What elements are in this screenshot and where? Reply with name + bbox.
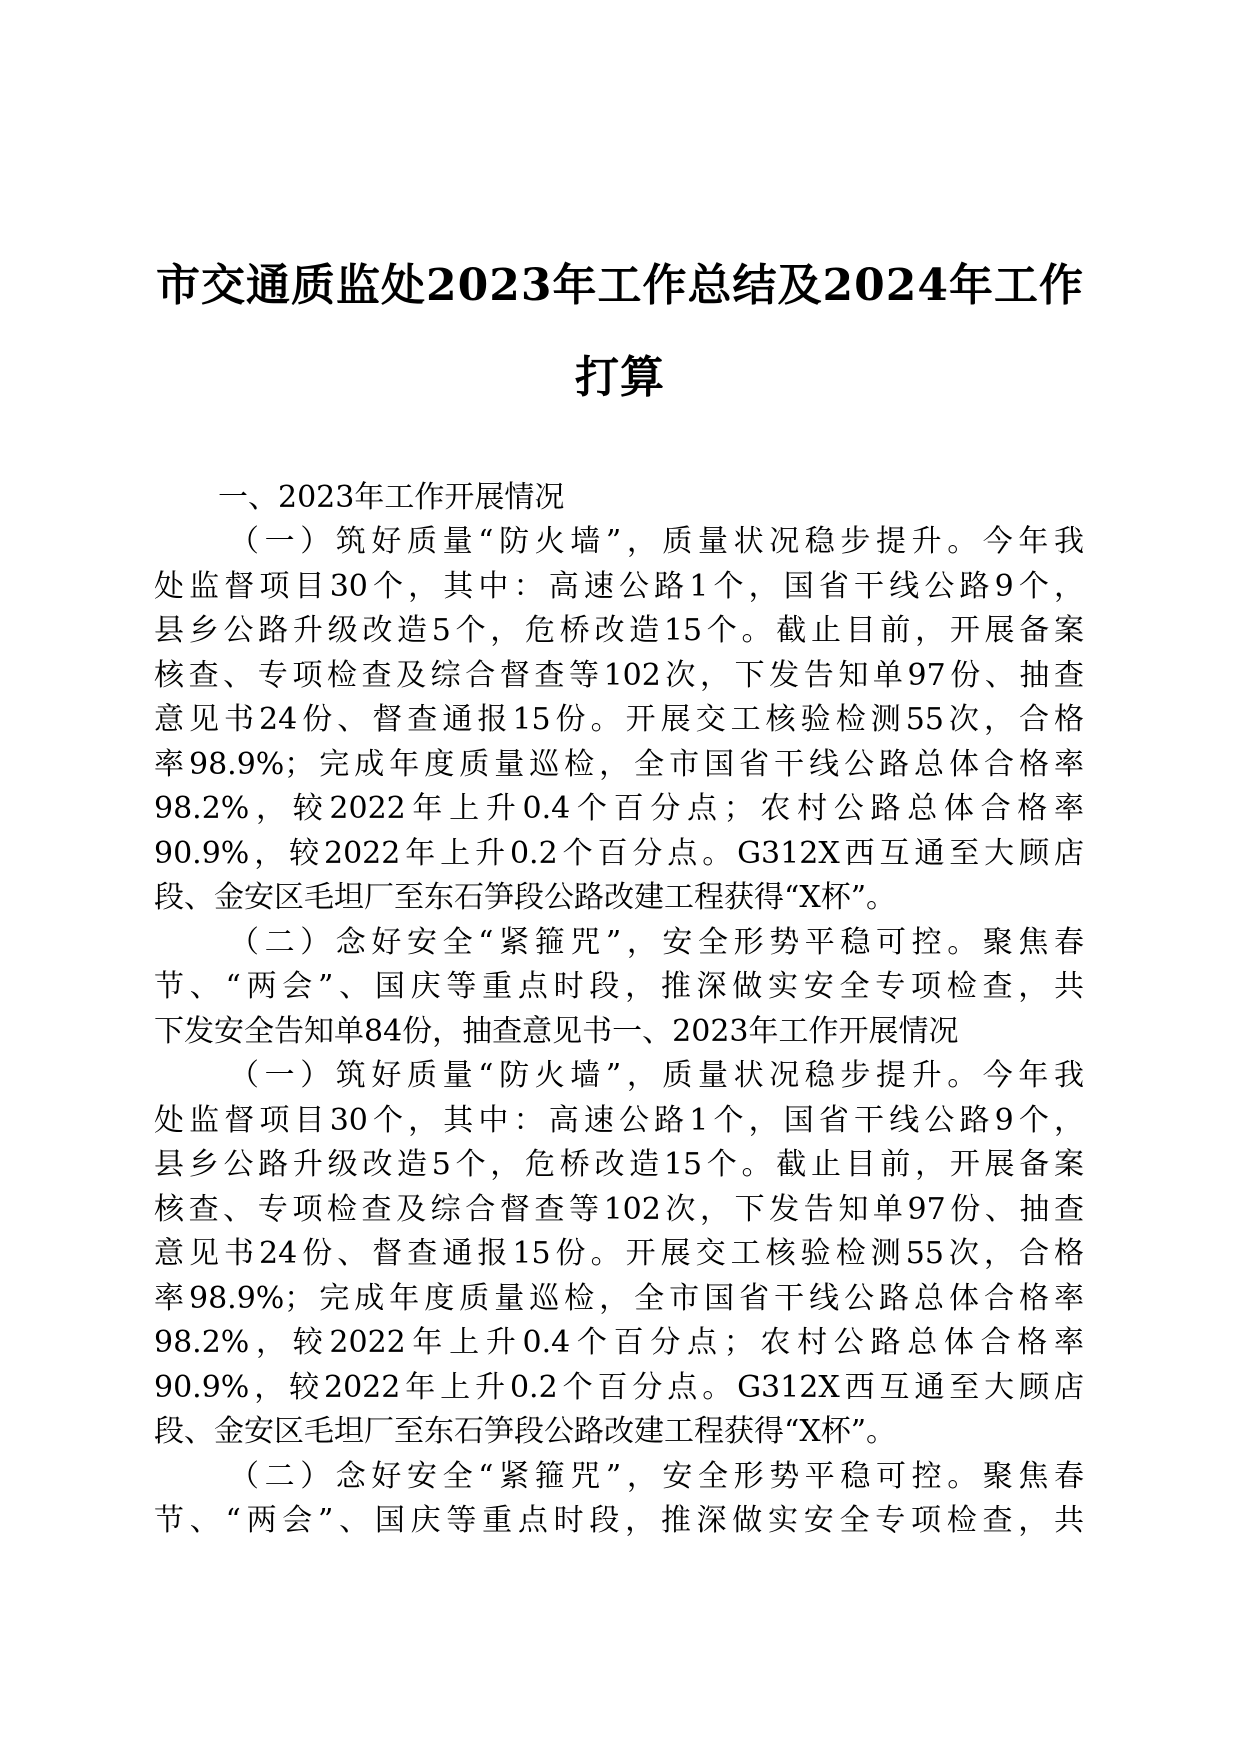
- section-heading: 一、2023年工作开展情况: [218, 480, 565, 515]
- document-body: [154, 476, 1084, 1544]
- paragraph-line: （二）念好安全“紧箍咒”，安全形势平稳可控。聚焦春: [229, 1458, 1084, 1494]
- paragraph-line: 98.2%，较2022年上升0.4个百分点；农村公路总体合格率: [154, 791, 1084, 826]
- paragraph-line: 率98.9%；完成年度质量巡检，全市国省干线公路总体合格率: [154, 746, 1084, 782]
- paragraph-line: 核查、专项检查及综合督查等102次，下发告知单97份、抽查: [154, 657, 1084, 693]
- paragraph-line: 节、“两会”、国庆等重点时段，推深做实安全专项检查，共: [154, 1503, 1084, 1538]
- document-title: [150, 240, 1090, 424]
- paragraph-line: （一）筑好质量“防火墙”，质量状况稳步提升。今年我: [229, 1058, 1084, 1093]
- paragraph-line: 县乡公路升级改造5个，危桥改造15个。截止目前，开展备案: [154, 613, 1084, 648]
- paragraph-line: 下发安全告知单84份，抽查意见书一、2023年工作开展情况: [154, 1013, 959, 1049]
- paragraph-line: 意见书24份、督查通报15份。开展交工核验检测55次，合格: [154, 1236, 1084, 1271]
- title-line-1: 市交通质监处2023年工作总结及2024年工作: [156, 260, 1084, 311]
- paragraph-line: 段、金安区毛坦厂至东石笋段公路改建工程获得“X杯”。: [154, 880, 897, 915]
- paragraph-line: 意见书24份、督查通报15份。开展交工核验检测55次，合格: [154, 702, 1084, 737]
- paragraph-line: 90.9%，较2022年上升0.2个百分点。G312X西互通至大顾店: [154, 835, 1084, 871]
- paragraph-line: 段、金安区毛坦厂至东石笋段公路改建工程获得“X杯”。: [154, 1414, 897, 1449]
- paragraph-line: 98.2%，较2022年上升0.4个百分点；农村公路总体合格率: [154, 1325, 1084, 1360]
- paragraph-line: 县乡公路升级改造5个，危桥改造15个。截止目前，开展备案: [154, 1147, 1084, 1182]
- paragraph-line: 处监督项目30个，其中：高速公路1个，国省干线公路9个，: [154, 1102, 1084, 1138]
- paragraph-line: （一）筑好质量“防火墙”，质量状况稳步提升。今年我: [229, 524, 1084, 559]
- title-line-2: 打算: [575, 352, 665, 403]
- paragraph-line: 核查、专项检查及综合督查等102次，下发告知单97份、抽查: [154, 1191, 1084, 1227]
- paragraph-line: 处监督项目30个，其中：高速公路1个，国省干线公路9个，: [154, 568, 1084, 604]
- paragraph-line: 90.9%，较2022年上升0.2个百分点。G312X西互通至大顾店: [154, 1369, 1084, 1405]
- paragraph-line: 率98.9%；完成年度质量巡检，全市国省干线公路总体合格率: [154, 1280, 1084, 1316]
- paragraph-line: （二）念好安全“紧箍咒”，安全形势平稳可控。聚焦春: [229, 924, 1084, 960]
- paragraph-line: 节、“两会”、国庆等重点时段，推深做实安全专项检查，共: [154, 969, 1084, 1004]
